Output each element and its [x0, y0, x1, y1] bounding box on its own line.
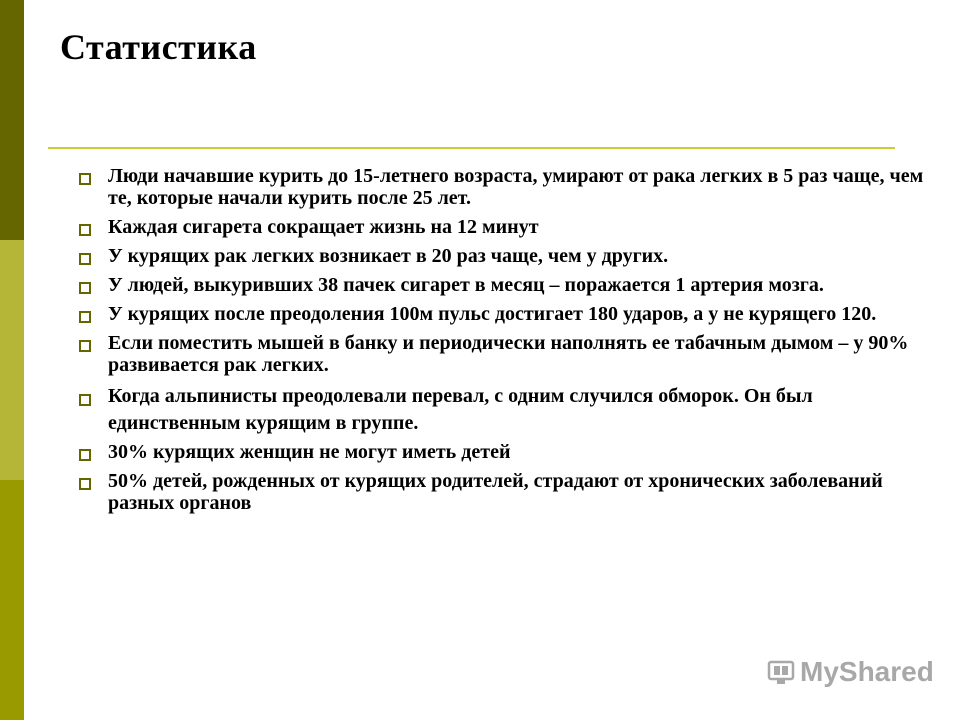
square-bullet-icon — [79, 340, 91, 352]
sidebar-decoration — [0, 0, 24, 720]
sidebar-segment-top — [0, 0, 24, 240]
square-bullet-icon — [79, 311, 91, 323]
square-bullet-icon — [79, 253, 91, 265]
list-item: 30% курящих женщин не могут иметь детей — [76, 441, 936, 463]
sidebar-segment-middle — [0, 240, 24, 480]
slide-title: Статистика — [60, 27, 257, 67]
myshared-logo-icon — [766, 657, 796, 687]
square-bullet-icon — [79, 173, 91, 185]
list-item: У людей, выкуривших 38 пачек сигарет в месяц – поражается 1 артерия мозга. — [76, 274, 936, 296]
square-bullet-icon — [79, 282, 91, 294]
statistics-list — [76, 165, 936, 521]
title-divider — [48, 147, 895, 149]
myshared-watermark — [766, 656, 934, 688]
list-item: Каждая сигарета сокращает жизнь на 12 минут — [76, 216, 936, 238]
list-item: У курящих рак легких возникает в 20 раз чаще, чем у других. — [76, 245, 936, 267]
watermark-text: MyShared — [800, 656, 934, 687]
list-item: У курящих после преодоления 100м пульс достигает 180 ударов, а у не курящего 120. — [76, 303, 936, 325]
list-item: 50% детей, рожденных от курящих родителей, страдают от хронических заболеваний разных органов — [76, 470, 936, 514]
list-item: Если поместить мышей в банку и периодически наполнять ее табачным дымом – у 90% развивается рак легких. — [76, 332, 936, 376]
list-item: Когда альпинисты преодолевали перевал, с одним случился обморок. Он был единственным курящим в группе. — [76, 383, 936, 437]
sidebar-segment-bottom — [0, 480, 24, 720]
square-bullet-icon — [79, 224, 91, 236]
square-bullet-icon — [79, 449, 91, 461]
square-bullet-icon — [79, 394, 91, 406]
list-item: Люди начавшие курить до 15-летнего возраста, умирают от рака легких в 5 раз чаще, чем те, которые начали курить после 25 лет. — [76, 165, 936, 209]
square-bullet-icon — [79, 478, 91, 490]
